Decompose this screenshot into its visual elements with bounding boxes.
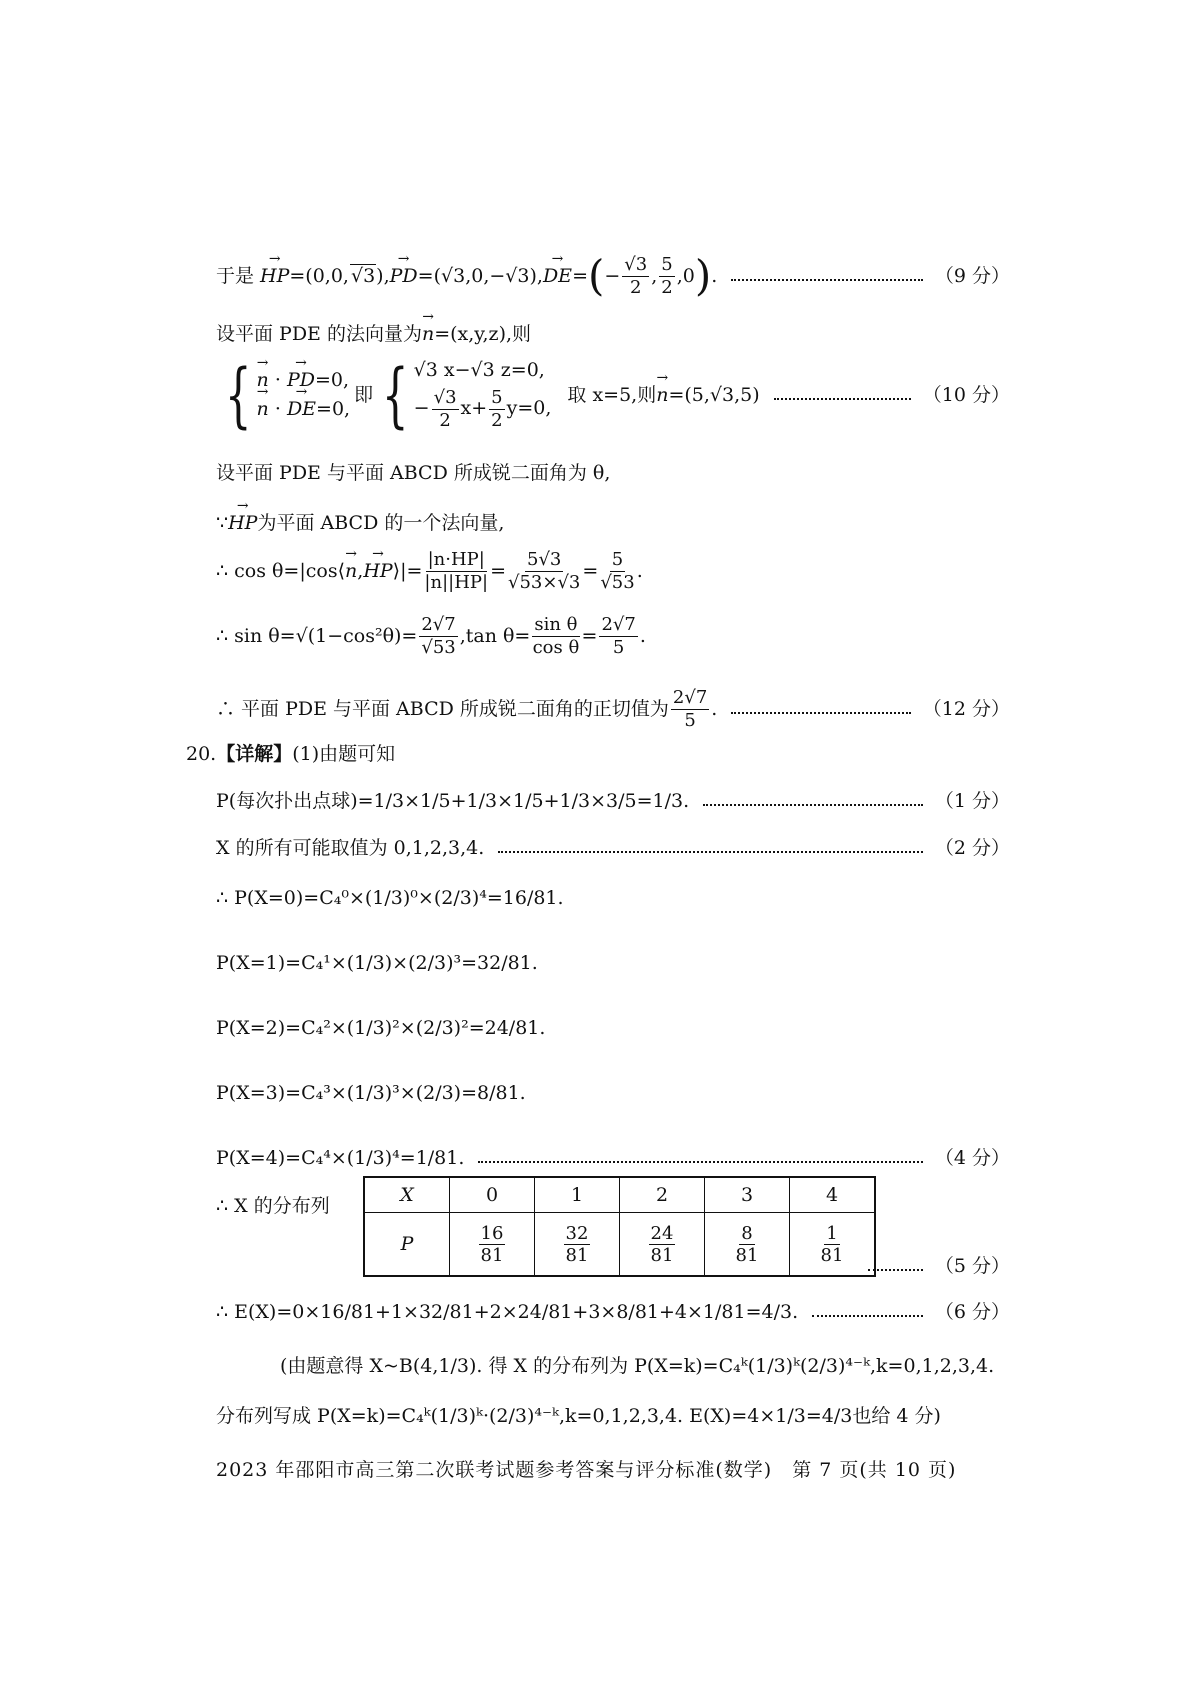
problem-number: 20. bbox=[186, 742, 217, 765]
line-expectation bbox=[216, 1286, 1010, 1338]
table-row bbox=[364, 1213, 875, 1277]
text: (由题意得 X~B(4,1/3). 得 X 的分布列为 P(X=k)=C₄ᵏ(1/3)ᵏ(2/3)⁴⁻ᵏ,k=0,1,2,3,4. bbox=[280, 1354, 995, 1377]
text: ,0 bbox=[676, 264, 695, 287]
text: 分布列写成 P(X=k)=C₄ᵏ(1/3)ᵏ·(2/3)⁴⁻ᵏ,k=0,1,2,3,4. E(X)=4×1/3=4/3也给 4 分) bbox=[216, 1404, 941, 1427]
dot-leader bbox=[498, 851, 923, 853]
text: = bbox=[572, 264, 588, 287]
table-cell: 0 bbox=[450, 1177, 535, 1213]
line-vectors: 于是 → HP =(0,0, √3 ), → PD =( √3 ,0,− √3 ), → DE = ( − $\frac{√3}{2}$ , $\frac{5}{2}$ ,0 ) . （9 分） bbox=[216, 250, 1010, 302]
text: 取 x=5,则 bbox=[567, 383, 657, 406]
text: ,0,− bbox=[465, 264, 506, 287]
line-problem-20 bbox=[186, 728, 1010, 780]
vector-hp: → HP bbox=[228, 512, 257, 535]
table-cell: $\frac{32}{81}$ bbox=[535, 1213, 620, 1277]
line-sin-tan: ∴ sin θ=√(1−cos²θ)= $\frac{2√7}{√53}$ ,tan θ= $\frac{\text{sin θ}}{\text{cos θ}}$ = $\frac{2√7}{5}$ . bbox=[216, 613, 646, 658]
text: =(0,0, bbox=[289, 264, 349, 287]
text: P(X=4)=C₄⁴×(1/3)⁴=1/81. bbox=[216, 1146, 465, 1169]
score-label: （5 分） bbox=[934, 1254, 1010, 1277]
line-angle bbox=[216, 447, 1010, 499]
page-footer: 2023 年邵阳市高三第二次联考试题参考答案与评分标准(数学) 第 7 页(共 10 页) bbox=[216, 1459, 957, 1481]
line-table-score bbox=[868, 1240, 1010, 1292]
text: ), bbox=[376, 264, 390, 287]
line-distribution-label bbox=[216, 1180, 330, 1232]
score-label: （2 分） bbox=[934, 836, 1010, 859]
table-row bbox=[364, 1177, 875, 1213]
dot-leader bbox=[478, 1161, 922, 1163]
score-label: （12 分） bbox=[922, 697, 1010, 720]
text: 于是 bbox=[216, 264, 255, 287]
fraction: $\frac{|n\cdot HP|}{|n||HP|}$ bbox=[424, 548, 489, 593]
text: ∴ E(X)=0×16/81+1×32/81+2×24/81+3×8/81+4×1/81=4/3. bbox=[216, 1300, 799, 1323]
dot-leader bbox=[731, 712, 910, 714]
paren: ( bbox=[587, 251, 605, 300]
expression: 1/3×1/5+1/3×1/5+1/3×3/5=1/3. bbox=[373, 789, 690, 812]
table-cell: $\frac{16}{81}$ bbox=[450, 1213, 535, 1277]
text: 设平面 PDE 的法向量为 bbox=[216, 322, 422, 345]
sqrt-3: √3 bbox=[505, 264, 530, 287]
text: ∴ cos θ=|cos⟨ bbox=[216, 559, 346, 582]
dot-leader bbox=[703, 804, 923, 806]
fraction: $\frac{5}{2}$ bbox=[661, 253, 673, 298]
vector-hp: → HP bbox=[260, 265, 289, 288]
paren: ) bbox=[694, 251, 712, 300]
table-cell: $\frac{8}{81}$ bbox=[705, 1213, 790, 1277]
text: ∴ 平面 PDE 与平面 ABCD 所成锐二面角的正切值为 bbox=[216, 697, 669, 720]
distribution-table bbox=[363, 1176, 876, 1277]
text: =( bbox=[417, 264, 441, 287]
line-values bbox=[216, 822, 1010, 874]
line-hp-normal: ∵ → HP 为平面 ABCD 的一个法向量, bbox=[216, 497, 1010, 549]
fraction: $\frac{\text{sin θ}}{\text{cos θ}}$ bbox=[532, 613, 580, 658]
text: P(每次扑出点球)= bbox=[216, 789, 374, 812]
fraction: $\frac{2√7}{5}$ bbox=[601, 613, 636, 658]
text: ⟩|= bbox=[392, 559, 423, 582]
line-binomial-note bbox=[280, 1340, 1010, 1392]
table-cell: $\frac{24}{81}$ bbox=[620, 1213, 705, 1277]
system-right: { √3 x−√3 z=0, − $\frac{√3}{2}$ x+ $\frac{5}{2}$ y=0, bbox=[382, 353, 552, 436]
text: 设平面 PDE 与平面 ABCD 所成锐二面角为 θ, bbox=[216, 461, 611, 484]
score-label: （1 分） bbox=[934, 789, 1010, 812]
fraction: $\frac{√3}{2}$ bbox=[624, 253, 648, 298]
line-alternative-note bbox=[216, 1390, 1010, 1442]
detail-label: 【详解】 bbox=[216, 742, 293, 765]
text: X 的所有可能取值为 0,1,2,3,4. bbox=[216, 836, 485, 859]
dot-leader bbox=[868, 1269, 923, 1271]
text: (1)由题可知 bbox=[292, 742, 396, 765]
vector-n: → n bbox=[422, 323, 434, 346]
dot-leader bbox=[774, 398, 911, 400]
line-tangent-result: ∴ 平面 PDE 与平面 ABCD 所成锐二面角的正切值为 $\frac{2√7}{5}$ . （12 分） bbox=[216, 686, 1010, 731]
text: 即 bbox=[354, 383, 374, 406]
line-probability bbox=[216, 775, 1010, 827]
vector-pd: → PD bbox=[390, 265, 418, 288]
vector-de: → DE bbox=[543, 265, 572, 288]
score-label: （10 分） bbox=[922, 383, 1010, 406]
line-p0: ∴ P(X=0)=C₄⁰×(1/3)⁰×(2/3)⁴=16/81. bbox=[216, 886, 564, 909]
score-label: （4 分） bbox=[934, 1146, 1010, 1169]
score-label: （6 分） bbox=[934, 1300, 1010, 1323]
score-label: （9 分） bbox=[934, 264, 1010, 287]
table-cell: $\frac{1}{81}$ bbox=[790, 1213, 876, 1277]
text: ), bbox=[529, 264, 543, 287]
text: =(x,y,z),则 bbox=[434, 322, 532, 345]
text: 为平面 ABCD 的一个法向量, bbox=[257, 511, 505, 534]
table-cell: X bbox=[364, 1177, 450, 1213]
fraction: $\frac{2√7}{√53}$ bbox=[421, 613, 456, 658]
table-cell: 2 bbox=[620, 1177, 705, 1213]
table-cell: P bbox=[364, 1213, 450, 1277]
fraction: $\frac{5√3}{√53\times√3}$ bbox=[508, 548, 581, 593]
fraction: $\frac{5}{√53}$ bbox=[600, 548, 635, 593]
vector-n: → n bbox=[656, 384, 668, 407]
dot-leader bbox=[731, 279, 923, 281]
line-p3: P(X=3)=C₄³×(1/3)³×(2/3)=8/81. bbox=[216, 1081, 526, 1104]
sqrt-3: √3 bbox=[441, 264, 466, 287]
line-cos: ∴ cos θ=|cos⟨ → n , → HP ⟩|= $\frac{|n\cdot HP|}{|n||HP|}$ = $\frac{5√3}{√53\times√3}$ = $\frac{5}{√53}$ . bbox=[216, 545, 1010, 597]
sqrt-3: √3 bbox=[350, 265, 376, 288]
dot-leader bbox=[812, 1315, 923, 1317]
table-cell: 1 bbox=[535, 1177, 620, 1213]
table-cell: 3 bbox=[705, 1177, 790, 1213]
line-p1: P(X=1)=C₄¹×(1/3)×(2/3)³=32/81. bbox=[216, 951, 538, 974]
table-cell: 4 bbox=[790, 1177, 876, 1213]
text: =(5,√3,5) bbox=[668, 383, 760, 406]
text: ∴ X 的分布列 bbox=[216, 1194, 330, 1217]
line-equation-system bbox=[216, 345, 1010, 445]
line-p2: P(X=2)=C₄²×(1/3)²×(2/3)²=24/81. bbox=[216, 1016, 546, 1039]
text: ∴ sin θ=√(1−cos²θ)= bbox=[216, 624, 418, 647]
system-left: { → n · → PD=0, → n · → DE=0, bbox=[216, 360, 350, 430]
fraction: $\frac{2√7}{5}$ bbox=[672, 686, 708, 731]
